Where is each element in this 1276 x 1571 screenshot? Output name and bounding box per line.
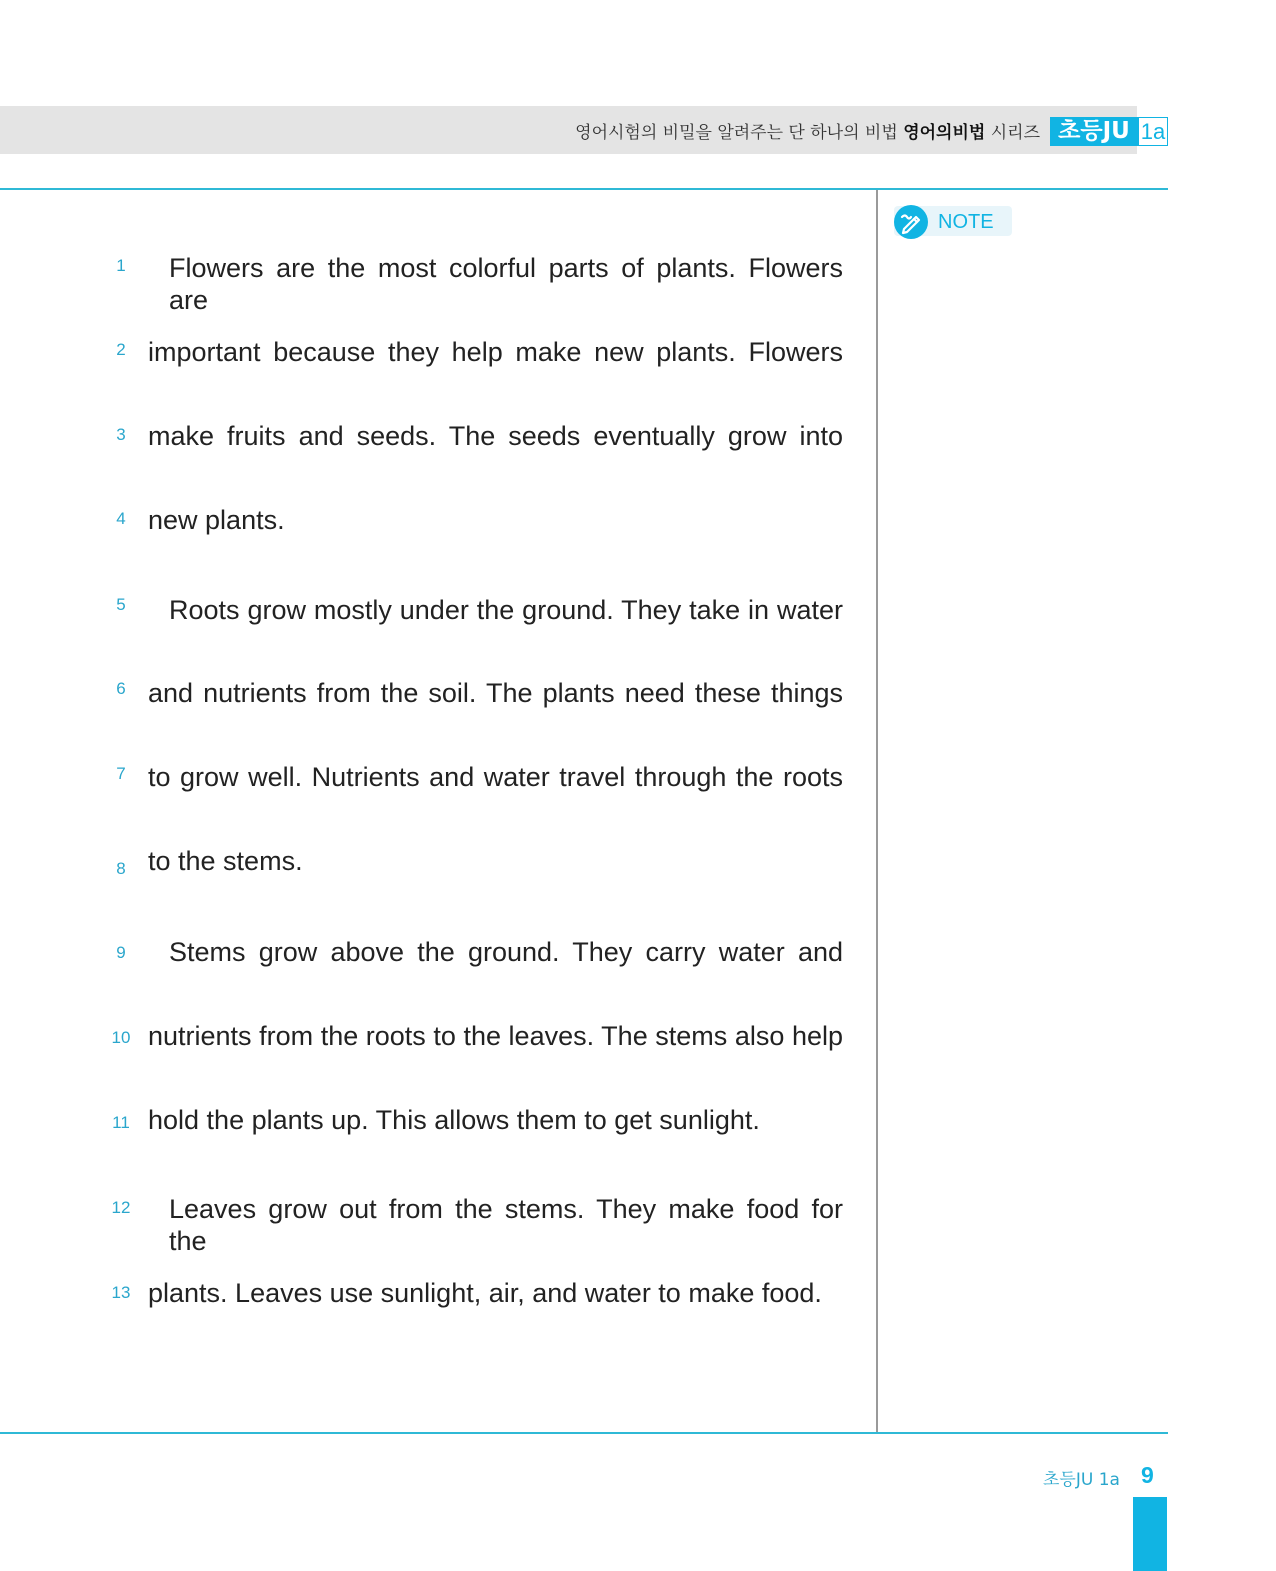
text-line: nutrients from the roots to the leaves. The stems also help — [148, 1021, 843, 1051]
series-suffix: 시리즈 — [990, 123, 1040, 143]
text-line: to the stems. — [148, 846, 303, 876]
text-line: important because they help make new plants. Flowers — [148, 337, 843, 367]
line-number: 4 — [116, 509, 126, 528]
line-number: 1 — [116, 256, 126, 275]
column-divider — [876, 190, 878, 1433]
level-badge: 1a — [1138, 117, 1168, 146]
series-name: 영어의비법 — [903, 123, 986, 143]
line-number: 11 — [112, 1113, 130, 1132]
line-number: 6 — [116, 679, 126, 698]
note-label: NOTE — [938, 211, 994, 233]
text-line: Stems grow above the ground. They carry water and — [169, 937, 843, 967]
line-number: 2 — [116, 340, 126, 359]
text-line: new plants. — [148, 505, 285, 535]
bottom-rule — [0, 1432, 1168, 1434]
text-line: plants. Leaves use sunlight, air, and water to make food. — [148, 1278, 822, 1308]
text-line: hold the plants up. This allows them to get sunlight. — [148, 1105, 760, 1135]
text-line: Roots grow mostly under the ground. They take in water — [169, 595, 843, 625]
line-number: 3 — [116, 425, 126, 444]
text-line: Flowers are the most colorful parts of plants. Flowers are — [169, 253, 843, 315]
line-number: 10 — [111, 1028, 131, 1047]
line-number: 9 — [116, 943, 126, 962]
line-number: 12 — [111, 1198, 131, 1217]
pencil-icon — [894, 205, 928, 239]
text-line: make fruits and seeds. The seeds eventually grow into — [148, 421, 843, 451]
page-number: 9 — [1141, 1462, 1154, 1488]
line-number: 5 — [116, 595, 126, 614]
brand-badge: 초등JU — [1050, 117, 1138, 146]
text-line: to grow well. Nutrients and water travel through the roots — [148, 762, 843, 792]
text-line: Leaves grow out from the stems. They make food for the — [169, 1194, 843, 1256]
line-number: 8 — [116, 859, 126, 878]
top-rule — [0, 188, 1168, 190]
line-number: 7 — [116, 764, 126, 783]
footer-brand: 초등JU 1a — [1043, 1470, 1120, 1490]
text-line: and nutrients from the soil. The plants need these things — [148, 678, 843, 708]
series-tagline: 영어시험의 비밀을 알려주는 단 하나의 비법 — [575, 123, 898, 143]
page-tab — [1133, 1497, 1167, 1571]
series-title — [575, 118, 1040, 143]
line-number: 13 — [111, 1283, 131, 1302]
